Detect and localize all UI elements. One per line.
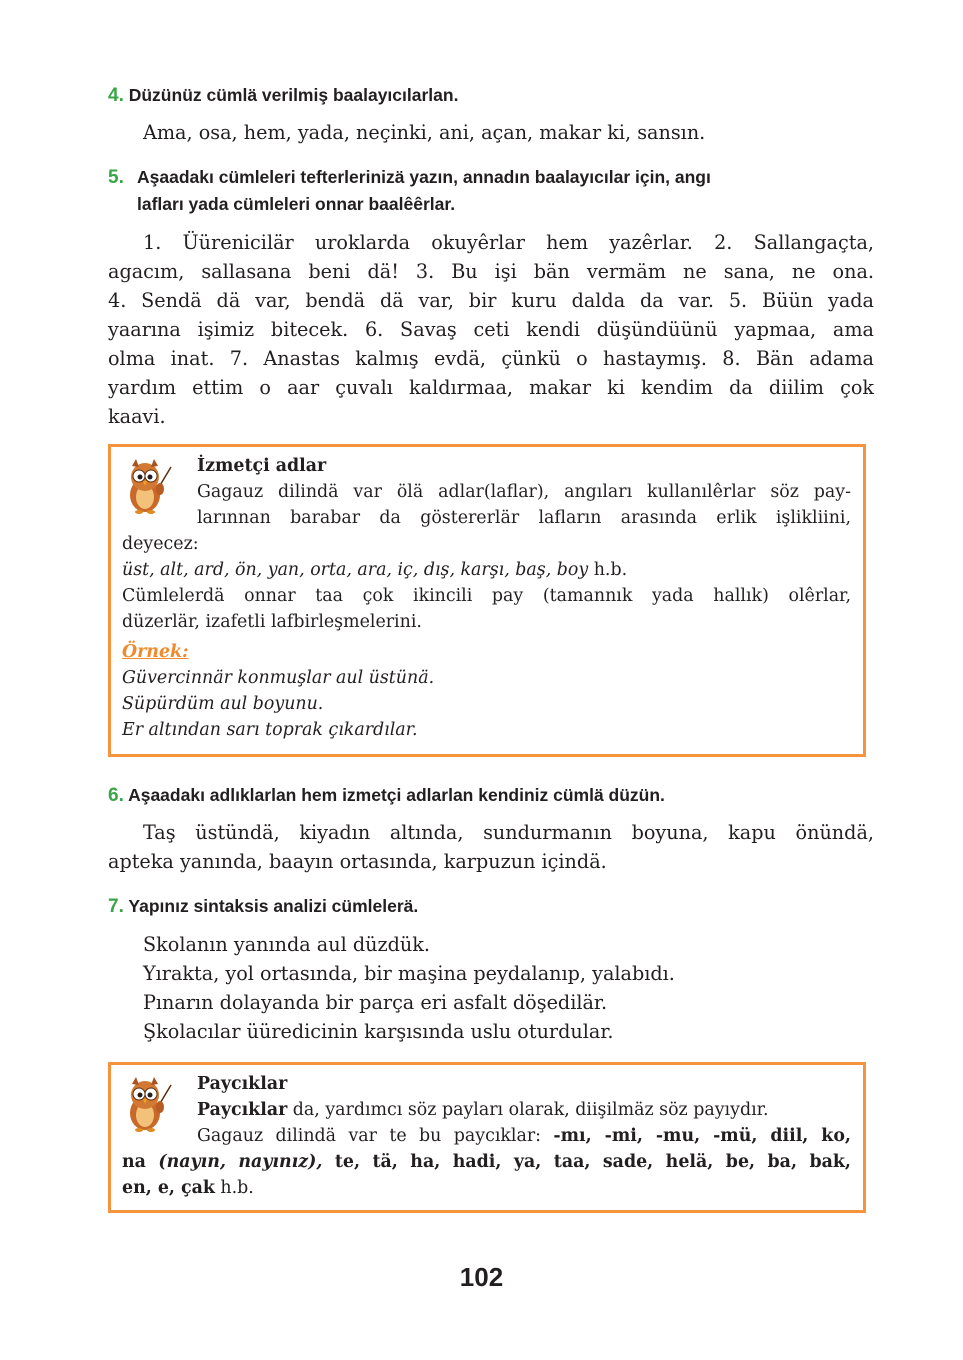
text-line: apteka yanında, baayın ortasında, karpuzun içindä. xyxy=(108,850,607,873)
example-sentence: Güvercinnär konmuşlar aul üstünä. xyxy=(122,668,435,688)
task-number: 7. xyxy=(108,896,124,917)
text-line: olma inat. 7. Anastas kalmış evdä, çünkü o hastaymış. 8. Bän adama xyxy=(108,347,874,370)
list-line xyxy=(197,1123,851,1149)
task-5-instruction xyxy=(108,164,874,217)
sentence: Skolanın yanında aul düzdük. xyxy=(143,933,430,956)
example-sentence: Süpürdüm aul boyunu. xyxy=(122,694,324,714)
example-sentence: Er altından sarı toprak çıkardılar. xyxy=(122,720,418,740)
box-title: İzmetçi adlar xyxy=(197,456,327,476)
sentence: Şkolacılar üüredicinin karşısında uslu oturdular. xyxy=(143,1020,614,1043)
examples-line xyxy=(122,557,851,583)
word-list: Ama, osa, hem, yada, neçinki, ani, açan, makar ki, sansın. xyxy=(143,121,706,144)
task-6-instruction xyxy=(108,782,874,809)
list-suffix: h.b. xyxy=(214,1178,254,1198)
list-line xyxy=(122,1149,851,1175)
box-title: Paycıklar xyxy=(197,1074,288,1094)
text-line: 4. Sendä dä var, bendä dä var, bir kuru dalda da var. 5. Büün yada xyxy=(108,289,874,312)
particle-list: -mı, -mi, -mu, -mü, diil, ko, xyxy=(553,1126,851,1146)
particle-list: te, tä, ha, hadi, ya, taa, sade, helä, be, ba, bak, xyxy=(322,1152,851,1172)
task-number: 5. xyxy=(108,167,124,188)
task-6-text xyxy=(108,818,874,876)
examples-list: üst, alt, ard, ön, yan, orta, ara, iç, dış, karşı, baş, boy xyxy=(122,560,589,580)
task-instruction-line: lafları yada cümleleri onnar baalêêrlar. xyxy=(137,194,456,214)
text-line: yaarına işimiz bitecek. 6. Savaş ceti kendi düşündüünü yapmaa, ama xyxy=(108,318,874,341)
text-line: Taş üstündä, kiyadın altında, sundurmanın boyuna, kapu önündä, xyxy=(143,821,874,844)
definition-line: deyecez: xyxy=(122,534,199,554)
particle-list: en, e, çak xyxy=(122,1178,215,1198)
text-line: kaavi. xyxy=(108,405,166,428)
task-7-instruction xyxy=(108,893,874,920)
definition-text: da, yardımcı söz payları olarak, diişilmäz söz payıydır. xyxy=(287,1100,769,1120)
text-line: yardım ettim o aar çuvalı kaldırmaa, makar ki kendim da diilim çok xyxy=(108,376,874,399)
sentence: Yırakta, yol ortasında, bir maşina peydalanıp, yalabıdı. xyxy=(143,962,675,985)
definition-line: larınnan barabar da göstererlär lafların arasında erlik işlikliini, xyxy=(197,508,851,528)
task-number: 6. xyxy=(108,785,124,806)
task-instruction: Yapınız sintaksis analizi cümlelerä. xyxy=(128,896,419,916)
rule-box-paycıklar xyxy=(108,1062,866,1213)
page-number: 102 xyxy=(459,1262,504,1292)
usage-line: düzerlär, izafetli lafbirleşmelerini. xyxy=(122,612,422,632)
sentence: Pınarın dolayanda bir parça eri asfalt döşedilär. xyxy=(143,991,608,1014)
task-5-text xyxy=(108,228,874,431)
example-label: Örnek: xyxy=(122,642,189,662)
usage-line: Cümlelerdä onnar taa çok ikincili pay (tamannık yada hallık) olêrlar, xyxy=(122,586,851,606)
list-line xyxy=(122,1175,851,1201)
rule-box-izmetci-adlar xyxy=(108,444,866,757)
examples-suffix: h.b. xyxy=(588,560,628,580)
task-instruction: Düzünüz cümlä verilmiş baalayıcılarlan. xyxy=(128,85,459,105)
owl-teacher-icon xyxy=(121,457,173,515)
term: Paycıklar xyxy=(197,1100,288,1120)
text-line: agacım, sallasana beni dä! 3. Bu işi bän vermäm ne sana, ne ona. xyxy=(108,260,874,283)
task-7-sentences xyxy=(108,930,874,1046)
particle-list-italic: (nayın, nayınız), xyxy=(158,1152,323,1172)
task-4-instruction xyxy=(108,82,874,109)
list-intro: Gagauz dilindä var te bu paycıklar: xyxy=(197,1126,554,1146)
particle-list: na xyxy=(122,1152,159,1172)
definition-line xyxy=(197,1097,851,1123)
task-instruction: Aşaadakı adlıklarlan hem izmetçi adlarlan kendiniz cümlä düzün. xyxy=(128,785,665,805)
text-line: 1. Üürenicilär uroklarda okuyêrlar hem yazêrlar. 2. Sallangaçta, xyxy=(143,231,874,254)
task-4-words xyxy=(108,118,874,147)
task-number: 4. xyxy=(108,85,124,106)
task-instruction-line: Aşaadakı cümleleri tefterlerinizä yazın, annadın baalayıcılar için, angı xyxy=(137,167,711,187)
owl-teacher-icon xyxy=(121,1075,173,1133)
definition-line: Gagauz dilindä var ölä adlar(laflar), angıları kullanılêrlar söz pay- xyxy=(197,482,851,502)
